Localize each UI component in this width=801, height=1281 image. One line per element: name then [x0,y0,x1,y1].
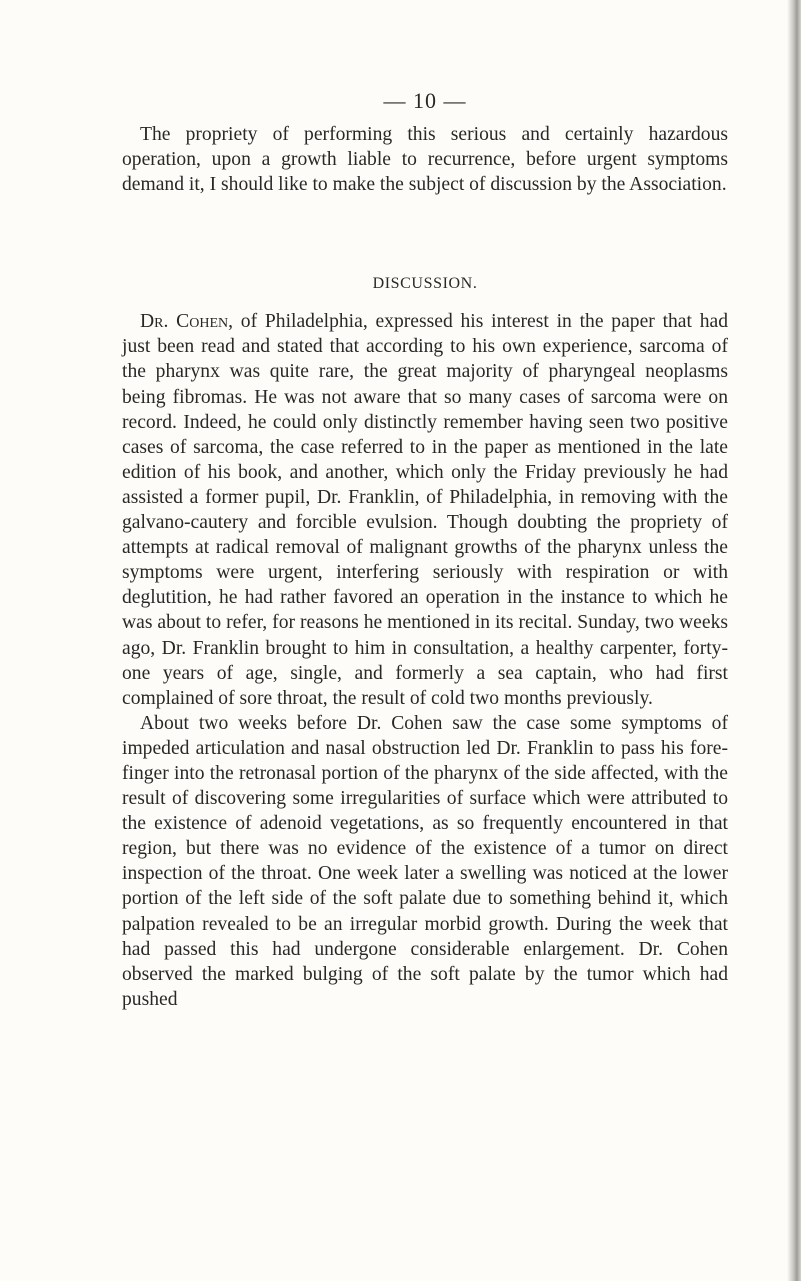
discussion-paragraph-1 [122,309,728,711]
speaker-name: Dr. Cohen, [140,311,234,333]
discussion-heading: DISCUSSION. [372,275,478,293]
discussion-paragraph-1-text: of Philadelphia, expressed his interest in the paper that had just been read and stated that according to his own experience, sarcoma of the pharynx was quite rare, the great majority of pharyngeal neoplasms being fibromas. He was not aware that so many cases of sarcoma were on record. Indeed, he could only distinctly remember having seen two positive cases of sarcoma, the case referred to in the paper as mentioned in the late edition of his book, and another, which only the Friday previously he had assisted a former pupil, Dr. Franklin, of Philadelphia, in removing with the galvano-cautery and forcible evulsion. Though doubting the propriety of attempts at radical removal of malignant growths of the pharynx unless the symptoms were urgent, interfering seriously with respiration or with deglutition, he had rather favored an operation in the instance to which he was about to refer, for reasons he mentioned in its recital. Sunday, two weeks ago, Dr. Franklin brought to him in consultation, a healthy carpenter, forty-one years of age, single, and formerly a sea captain, who had first complained of sore throat, the result of cold two months previously. [122,311,729,709]
page-edge-shadow [787,0,801,1281]
page-content [122,88,728,1012]
discussion-paragraph-2: About two weeks before Dr. Cohen saw the case some symptoms of impeded articulation and nasal obstruction led Dr. Franklin to pass his fore-finger into the retronasal portion of the pharynx of the side affected, with the result of discovering some irregularities of surface which were attributed to the existence of adenoid vegetations, as so frequently encountered in that region, but there was no evidence of the existence of a tumor on direct inspection of the throat. One week later a swelling was noticed at the lower portion of the left side of the soft palate due to something behind it, which palpation revealed to be an irregular morbid growth. During the week that had passed this had undergone considerable enlargement. Dr. Cohen observed the marked bulging of the soft palate by the tumor which had pushed [122,712,728,1010]
page-number: — 10 — [383,88,467,113]
intro-paragraph: The propriety of performing this serious and certainly hazardous operation, upon a growth liable to recurrence, before urgent symptoms demand it, I should like to make the subject of discussion by the Association. [122,124,728,196]
